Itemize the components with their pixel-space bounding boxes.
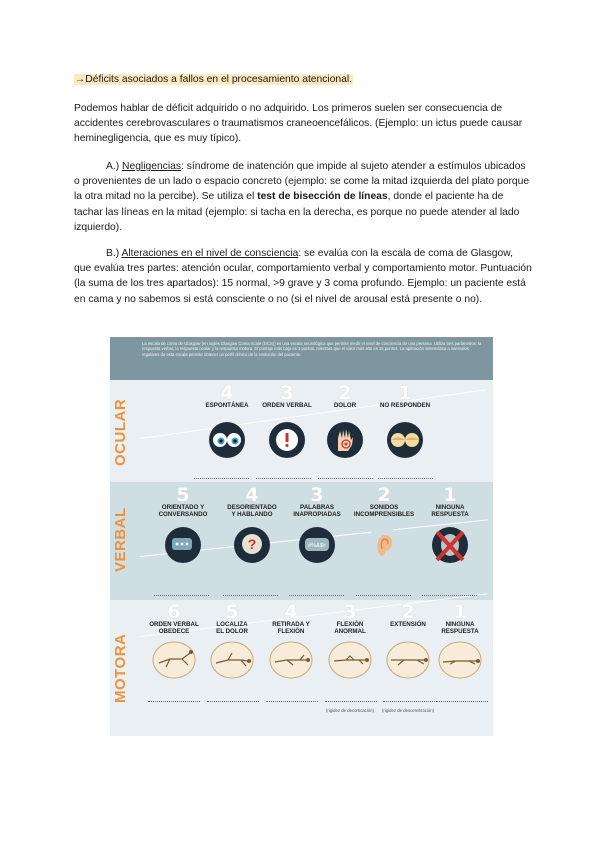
motora-band [110, 600, 493, 736]
score-label: RESPUESTA [441, 628, 479, 636]
score-label: NINGUNA [445, 621, 475, 628]
note-extension: (rigidez de descerebración) [381, 708, 435, 713]
paragraph-end: , donde el paciente ha de tachar las líneas en la mitad (ejemplo: si tacha en la derecha, es porque no puede atender al lado izquierdo). [74, 191, 520, 233]
score-number: 5 [225, 601, 239, 623]
score-number: 3 [310, 484, 324, 506]
list-prefix: B.) [106, 248, 122, 259]
score-number: 3 [280, 382, 294, 404]
dotted-line [256, 478, 311, 479]
verbal-item-3 [282, 486, 352, 569]
body-localizes-icon [210, 641, 254, 679]
paragraph-body: : síndrome de inatención que impide al sujeto atender a estímulos ubicados o provenientes de un lado o espacio concreto (ejemplo: se come la mitad izquierda del plato porque la otra mitad no la percibe). Se utiliza el [74, 161, 530, 203]
paragraph-intro: Podemos hablar de déficit adquirido o no adquirido. Los primeros suelen ser consecuencia de accidentes cerebrovasculares o traumatismos craneoencefálicos. (Ejemplo: un ictus puede causar heminegligencia, que es muy típico). [74, 103, 523, 145]
verbal-band [110, 482, 493, 600]
infographic-header [110, 337, 493, 380]
score-label: OBEDECE [158, 628, 190, 636]
verbal-item-5 [148, 486, 218, 569]
dotted-line [194, 478, 249, 479]
score-number: 1 [398, 382, 412, 404]
dotted-line [207, 701, 259, 702]
score-label: LOCALIZA [216, 621, 248, 628]
motora-item-4 [257, 603, 325, 684]
score-label: DESORIENTADO [227, 504, 277, 511]
term-negligencias: Negligencias [122, 161, 181, 172]
body-no-response-icon [438, 641, 482, 679]
body-flexion-icon [328, 641, 372, 679]
ear-icon [365, 526, 403, 564]
score-label: EXTENSIÓN [390, 621, 426, 628]
score-number: 4 [284, 601, 298, 623]
ocular-band [110, 380, 493, 482]
score-label: Y HABLANDO [231, 511, 273, 519]
score-label: FLEXIÓN [277, 628, 305, 636]
dotted-line [422, 595, 477, 596]
score-number: 2 [401, 601, 415, 623]
score-number: 4 [245, 484, 259, 506]
dotted-line [148, 701, 200, 702]
ocular-item-1 [370, 384, 440, 464]
verbal-item-2 [348, 486, 420, 569]
body-extension-icon [386, 641, 430, 679]
score-label: ESPONTÁNEA [205, 402, 249, 409]
score-label: INAPROPIADAS [293, 511, 341, 519]
score-number: 4 [220, 382, 234, 404]
dotted-line [289, 595, 344, 596]
section-heading [74, 72, 532, 87]
score-label: SONIDOS [369, 504, 399, 511]
note-flexion: (rigidez de decorticación) [325, 708, 374, 713]
glasgow-infographic [110, 337, 493, 736]
paragraph-negligencias [74, 159, 532, 235]
bubble-text: #%&$# [308, 543, 326, 550]
score-label: RETIRADA Y [272, 621, 310, 628]
closed-eyes-icon [386, 421, 424, 459]
bold-term: test de bisección de líneas [257, 191, 388, 203]
score-number: 5 [176, 484, 190, 506]
score-label: INCOMPRENSIBLES [353, 511, 415, 519]
dotted-line [325, 701, 377, 702]
chat-bubble-icon [164, 526, 202, 564]
heading-highlight: →Déficits asociados a fallos en el procesamiento atencional. [75, 74, 353, 85]
dotted-line [266, 701, 318, 702]
score-label: RESPUESTA [431, 511, 469, 519]
score-number: 3 [343, 601, 357, 623]
dotted-line [378, 478, 433, 479]
motora-title: MOTORA [112, 633, 129, 703]
dotted-line [223, 595, 278, 596]
score-label: ORIENTADO Y [161, 504, 205, 511]
score-label: PALABRAS [300, 504, 334, 511]
score-label: NINGUNA [435, 504, 465, 511]
score-label: FLEXIÓN [336, 621, 364, 628]
score-number: 1 [453, 601, 467, 623]
score-label: CONVERSANDO [158, 511, 208, 519]
hand-pain-icon [326, 421, 364, 459]
paragraph-body: : se evalúa con la escala de coma de Glasgow, que evalúa tres partes: atención ocular, comportamiento verbal y comportamiento motor. Puntuación (la suma de los tres apartados): 15 normal, >9 grave y 3 coma profundo. Ejemplo: un paciente está en cama y no sabemos si está consciente o no (si el nivel de arousal está presente o no). [74, 248, 532, 305]
open-eyes-icon [208, 421, 246, 459]
paragraph-consciencia [74, 246, 532, 307]
ocular-item-3 [252, 384, 322, 464]
score-label: NO RESPONDEN [379, 402, 431, 409]
svg-text:?: ? [247, 536, 257, 553]
score-label: EL DOLOR [216, 628, 248, 636]
verbal-title: VERBAL [112, 507, 129, 573]
score-label: ANORMAL [334, 628, 366, 636]
no-response-icon [431, 526, 469, 564]
score-number: 6 [167, 601, 181, 623]
verbal-item-4 [217, 486, 287, 569]
list-prefix: A.) [106, 161, 123, 172]
exclamation-icon [268, 421, 306, 459]
score-label: ORDEN VERBAL [262, 402, 312, 409]
dotted-line [154, 595, 209, 596]
ocular-item-2 [315, 384, 375, 464]
score-number: 2 [338, 382, 352, 404]
score-number: 2 [377, 484, 391, 506]
motora-item-5 [198, 603, 266, 684]
speech-bubble-icon [298, 526, 336, 564]
dotted-line [356, 595, 411, 596]
score-number: 1 [443, 484, 457, 506]
dotted-line [383, 701, 435, 702]
motora-item-1 [428, 603, 492, 684]
infographic-header-text: La escala de coma de Glasgow (en inglés Glasgow Coma Scale (GCS)) es una escala neurológica que permite medir el nivel de conciencia de una persona. Utiliza tres parámetros: la respuesta verbal, la respuesta ocular y la respuesta motora. El puntaje más bajo es 3 puntos, mientras que el valor más alto es 15 puntos. La aplicación sistemática a intervalos regulares de esta escala permite obtener un perfil clínico de la evolución del paciente. [142, 341, 482, 357]
score-label: ORDEN VERBAL [149, 621, 199, 628]
ocular-title: OCULAR [112, 398, 129, 466]
body-obeys-icon [152, 641, 196, 679]
term-consciencia: Alteraciones en el nivel de consciencia [121, 248, 299, 259]
dotted-line [436, 701, 488, 702]
body-withdrawal-icon [269, 641, 313, 679]
dotted-line [318, 478, 373, 479]
verbal-item-1 [420, 486, 480, 569]
score-label: DOLOR [333, 402, 357, 409]
question-bubble-icon [233, 526, 271, 564]
